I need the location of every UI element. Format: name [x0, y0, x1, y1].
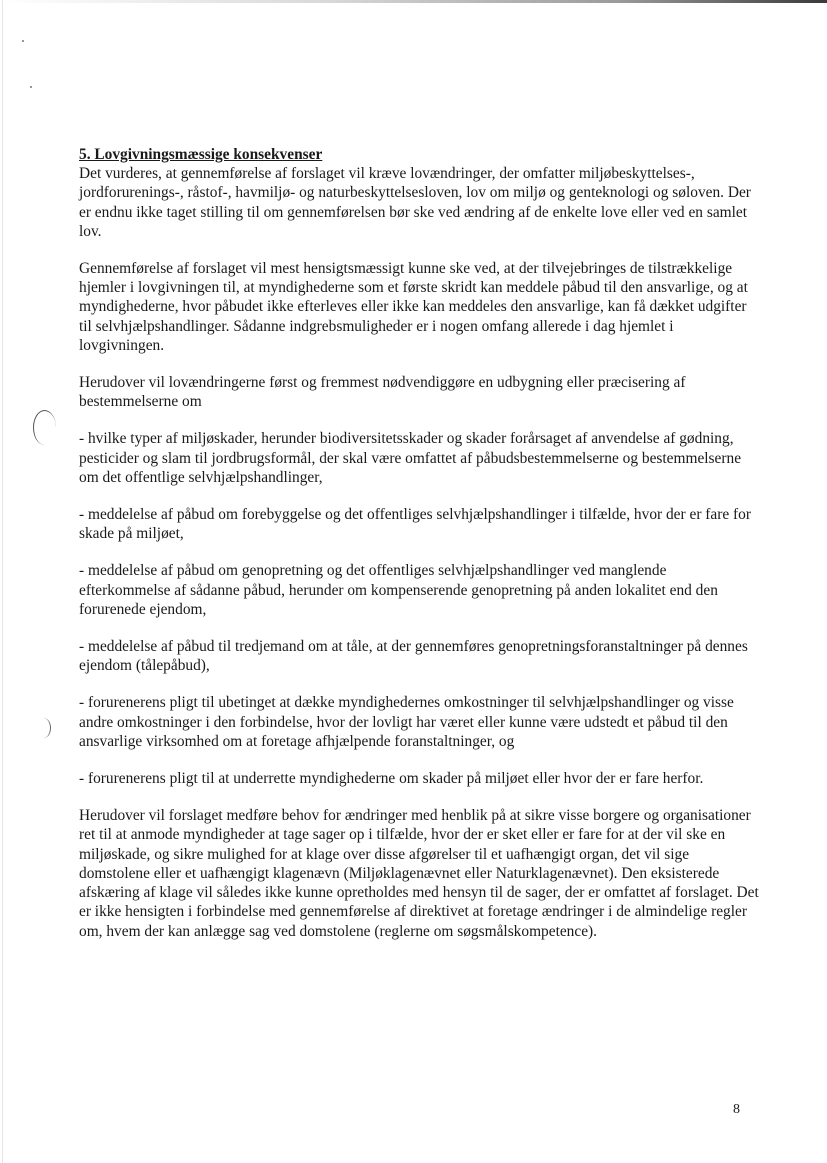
section-heading: 5. Lovgivningsmæssige konsekvenser	[79, 146, 323, 163]
scan-speck	[30, 86, 32, 88]
scan-speck	[22, 40, 24, 42]
punch-hole-mark	[36, 718, 51, 738]
document-body	[79, 145, 759, 959]
list-item-restoration-orders: - meddelelse af påbud om genopretning og det offentliges selvhjælpshandlinger ved manglende efterkommelse af sådanne påbud, herunder om kompenserende genopretning på anden lokalitet end den forurenede ejendom,	[79, 562, 718, 618]
scan-edge-left	[2, 0, 3, 1163]
paragraph-implementation: Gennemførelse af forslaget vil mest hensigtsmæssigt kunne ske ved, at der tilvejebringes de tilstrækkelige hjemler i lovgivningen til, at myndighederne som et første skridt kan meddele påbud til den ansvarlige, og at myndighederne, hvor påbudet ikke efterleves eller ikke kan meddeles den ansvarlige, kan få dækket udgifter til selvhjælpshandlinger. Sådanne indgrebsmuligheder er i nogen omfang allerede i dag hjemlet i lovgivningen.	[79, 260, 748, 354]
list-item-prevention-orders: - meddelelse af påbud om forebyggelse og det offentliges selvhjælpshandlinger i tilfælde, hvor der er fare for skade på miljøet,	[79, 506, 751, 543]
punch-hole-mark	[33, 410, 56, 445]
page-number: 8	[733, 1102, 740, 1117]
paragraph-provisions-intro: Herudover vil lovændringerne først og fremmest nødvendiggøre en udbygning eller præcisering af bestemmelserne om	[79, 374, 686, 411]
paragraph-intro: Det vurderes, at gennemførelse af forslaget vil kræve lovændringer, der omfatter miljøbeskyttelses-, jordforurenings-, råstof-, havmiljø- og naturbeskyttelsesloven, lov om miljø og genteknologi og søloven. Der er endnu ikke taget stilling til om gennemførelsen bør ske ved ændring af de enkelte love eller ved en samlet lov.	[79, 165, 751, 240]
paragraph-appeals: Herudover vil forslaget medføre behov for ændringer med henblik på at sikre visse borgere og organisationer ret til at anmode myndigheder at tage sager op i tilfælde, hvor der er sket eller er fare for at der vil ske en miljøskade, og sikre mulighed for at klage over disse afgørelser til et uafhængigt organ, det vil sige domstolene eller et uafhængigt klagenævn (Miljøklagenævnet eller Naturklagenævnet). Den eksisterede afskæring af klage vil således ikke kunne opretholdes med hensyn til de sager, der er omfattet af forslaget. Det er ikke hensigten i forbindelse med gennemførelse af direktivet at foretage ændringer i de almindelige regler om, hvem der kan anlægge sag ved domstolene (reglerne om søgsmålskompetence).	[79, 807, 759, 940]
list-item-polluter-notification: - forurenerens pligt til at underrette myndighederne om skader på miljøet eller hvor der er fare herfor.	[79, 770, 704, 788]
scan-edge-top	[0, 0, 827, 3]
list-item-polluter-costs: - forurenerens pligt til ubetinget at dække myndighedernes omkostninger til selvhjælpshandlinger og visse andre omkostninger i den forbindelse, hvor der lovligt har været eller kunne være udstedt et påbud til den ansvarlige virksomhed om at foretage afhjælpende foranstaltninger, og	[79, 694, 734, 750]
list-item-damage-types: - hvilke typer af miljøskader, herunder biodiversitetsskader og skader forårsaget af anvendelse af gødning, pesticider og slam til jordbrugsformål, der skal være omfattet af påbudsbestemmelserne og bestemmelserne om det offentlige selvhjælpshandlinger,	[79, 430, 742, 486]
list-item-third-party-orders: - meddelelse af påbud til tredjemand om at tåle, at der gennemføres genopretningsforanstaltninger på dennes ejendom (tålepåbud),	[79, 638, 748, 675]
